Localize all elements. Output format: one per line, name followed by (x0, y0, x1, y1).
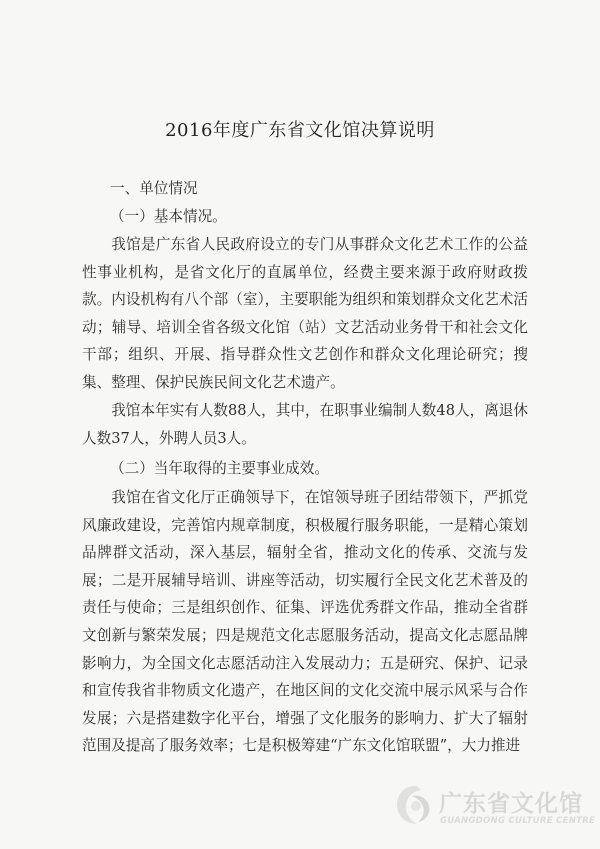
watermark-name-en: GUANGDONG CULTURE CENTRE (440, 816, 596, 826)
subsection-heading-achievements: （二）当年取得的主要事业成效。 (110, 460, 329, 477)
watermark (384, 780, 594, 836)
section-heading-unit-info: 一、单位情况 (110, 180, 198, 197)
paragraph-text: 我馆本年实有人数88人，其中，在职事业编制人数48人，离退休人数37人，外聘人员3人。 (82, 402, 528, 447)
paragraph-text: 我馆在省文化厅正确领导下，在馆领导班子团结带领下，严抓党风廉政建设，完善馆内规章制度，积极履行服务职能，一是精心策划品牌群文活动，深入基层，辐射全省，推动文化的传承、交流与发展；二是开展辅导培训、讲座等活动，切实履行全民文化艺术普及的责任与使命；三是组织创作、征集、评选优秀群文作品，推动全省群文创新与繁荣发展；四是规范文化志愿服务活动，提高文化志愿品牌影响力，为全国文化志愿活动注入发展动力；五是研究、保护、记录和宣传我省非物质文化遗产，在地区间的文化交流中展示风采与合作发展；六是搭建数字化平台，增强了文化服务的影响力、扩大了辐射范围及提高了服务效率；七是积极筹建“广东文化馆联盟”，大力推进 (82, 489, 528, 755)
watermark-name-cn: 广东省文化馆 (439, 791, 583, 817)
document-title: 2016年度广东省文化馆决算说明 (165, 120, 435, 141)
gdcc-logo-icon (392, 782, 438, 828)
paragraph-achievements (82, 484, 528, 760)
paragraph-basic-info (82, 231, 528, 397)
paragraph-text: 我馆是广东省人民政府设立的专门从事群众文化艺术工作的公益性事业机构，是省文化厅的直属单位，经费主要来源于政府财政拨款。内设机构有八个部（室），主要职能为组织和策划群众文化艺术活动；辅导、培训全省各级文化馆（站）文艺活动业务骨干和社会文化干部；组织、开展、指导群众性文艺创作和群众文化理论研究；搜集、整理、保护民族民间文化艺术遗产。 (82, 236, 528, 391)
paragraph-staff-count (82, 397, 528, 452)
subsection-heading-basic-info: （一）基本情况。 (110, 208, 227, 225)
